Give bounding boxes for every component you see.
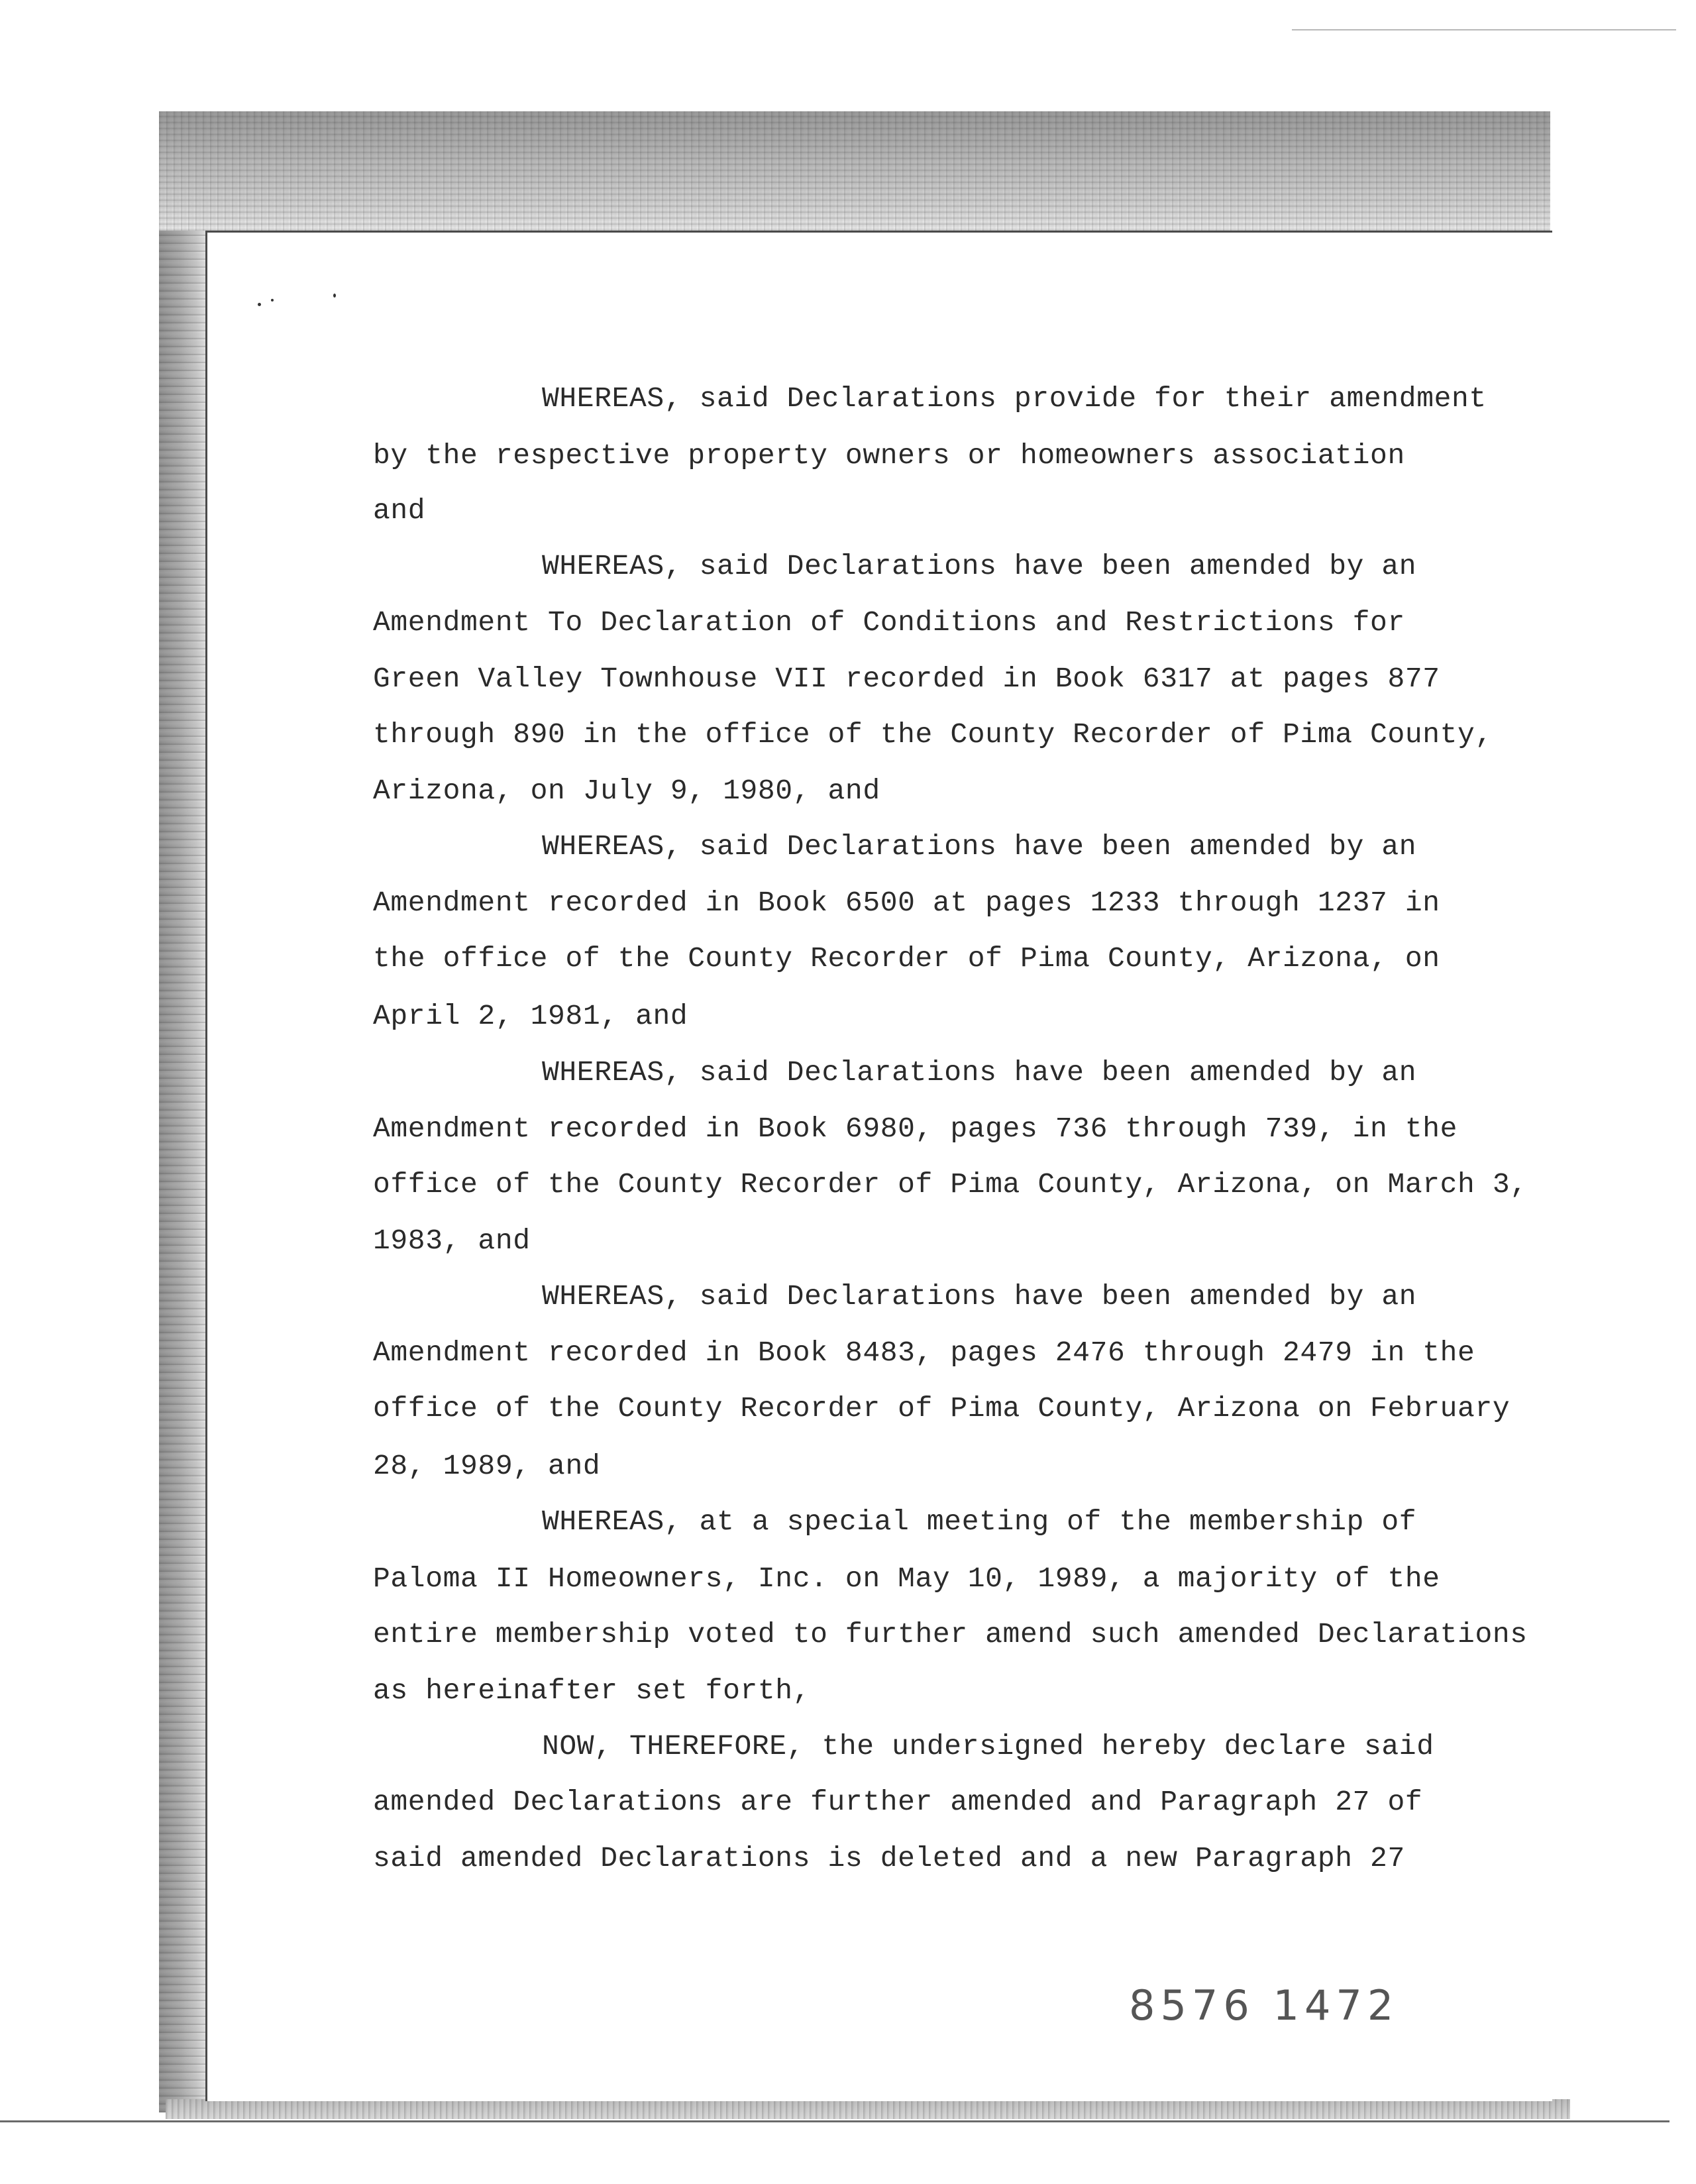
scan-shadow-top — [159, 111, 1550, 231]
document-page — [205, 231, 1552, 2101]
text-line: said amended Declarations is deleted and a new Paragraph 27 — [373, 1842, 1405, 1875]
text-line: the office of the County Recorder of Pima County, Arizona, on — [373, 942, 1440, 975]
scan-speck — [271, 299, 274, 301]
text-line: NOW, THEREFORE, the undersigned hereby declare said — [542, 1730, 1434, 1763]
text-line: entire membership voted to further amend such amended Declarations — [373, 1618, 1528, 1651]
scan-edge-hairline — [1292, 29, 1676, 30]
text-line: WHEREAS, at a special meeting of the membership of — [542, 1505, 1417, 1538]
text-line: Amendment recorded in Book 6500 at pages 1233 through 1237 in — [373, 887, 1440, 919]
text-line: 28, 1989, and — [373, 1450, 601, 1482]
text-line: through 890 in the office of the County Recorder of Pima County, — [373, 718, 1493, 751]
text-line: WHEREAS, said Declarations have been amended by an — [542, 1056, 1417, 1089]
text-line: 1983, and — [373, 1225, 531, 1257]
text-line: by the respective property owners or homeowners association — [373, 439, 1405, 472]
text-line: WHEREAS, said Declarations have been amended by an — [542, 1280, 1417, 1313]
text-line: office of the County Recorder of Pima County, Arizona on February — [373, 1392, 1510, 1425]
text-line: as hereinafter set forth, — [373, 1674, 811, 1707]
text-line: amended Declarations are further amended and Paragraph 27 of — [373, 1786, 1423, 1818]
text-line: Amendment To Declaration of Conditions and Restrictions for — [373, 606, 1405, 639]
text-line: April 2, 1981, and — [373, 1000, 688, 1032]
text-line: Green Valley Townhouse VII recorded in Book 6317 at pages 877 — [373, 663, 1440, 695]
text-line: Paloma II Homeowners, Inc. on May 10, 1989, a majority of the — [373, 1562, 1440, 1595]
text-line: Arizona, on July 9, 1980, and — [373, 775, 880, 807]
text-line: WHEREAS, said Declarations have been amended by an — [542, 550, 1417, 582]
text-line: WHEREAS, said Declarations provide for their amendment — [542, 382, 1487, 415]
text-line: Amendment recorded in Book 8483, pages 2476 through 2479 in the — [373, 1337, 1475, 1369]
scan-shadow-bottom — [166, 2099, 1570, 2119]
text-line: WHEREAS, said Declarations have been amended by an — [542, 830, 1417, 863]
scan-speck — [333, 294, 336, 298]
text-line: office of the County Recorder of Pima County, Arizona, on March 3, — [373, 1168, 1528, 1201]
recorder-page-number: 8576 1472 — [1129, 1981, 1399, 2030]
scan-shadow-left — [159, 231, 205, 2112]
scan-speck — [258, 303, 261, 306]
text-line: Amendment recorded in Book 6980, pages 736 through 739, in the — [373, 1113, 1458, 1145]
scan-bottom-rule — [0, 2120, 1670, 2122]
text-line: and — [373, 494, 426, 527]
